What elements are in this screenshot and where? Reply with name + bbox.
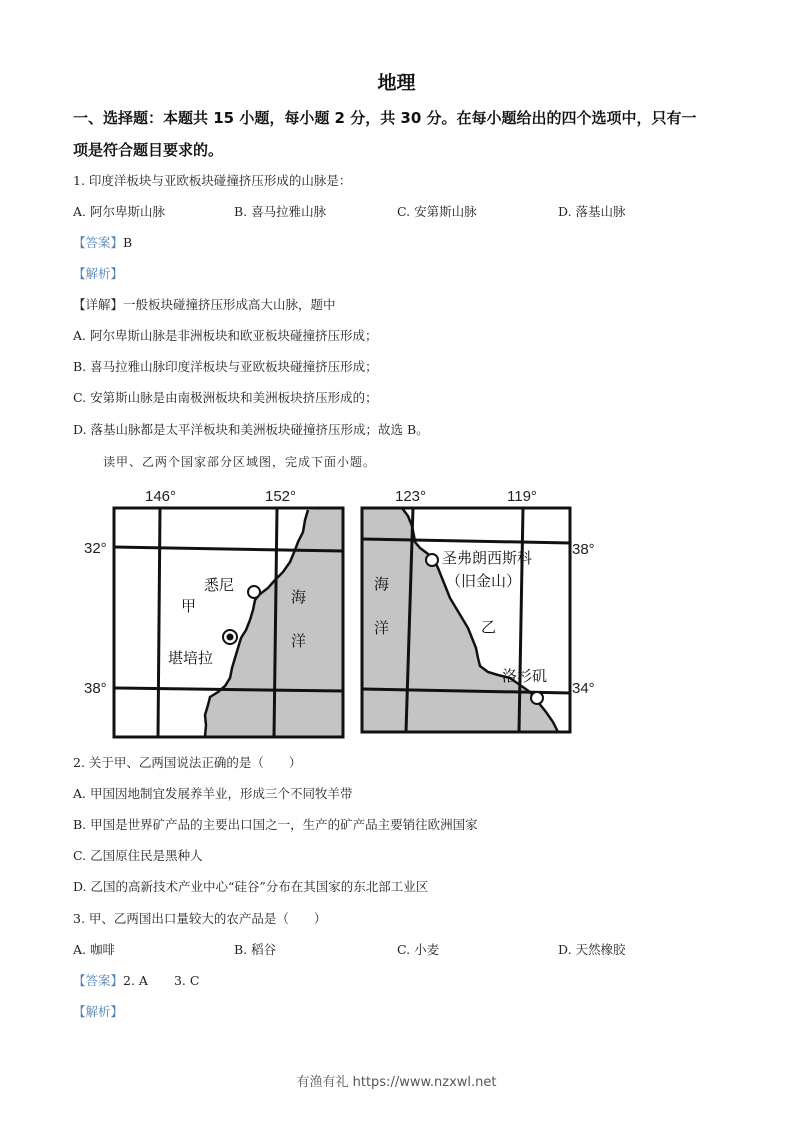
q1-option-d: D. 落基山脉 bbox=[558, 204, 626, 219]
q1-option-c: C. 安第斯山脉 bbox=[397, 204, 477, 219]
section-heading-line-1: 一、选择题：本题共 15 小题，每小题 2 分，共 30 分。在每小题给出的四个选项中，只有一 bbox=[73, 109, 697, 127]
section-heading-line-2: 项是符合题目要求的。 bbox=[73, 141, 224, 159]
q1-answer bbox=[73, 234, 132, 252]
lat-label-38: 38° bbox=[572, 541, 595, 558]
answer-tag: 【答案】 bbox=[73, 235, 124, 250]
q3-option-a: A. 咖啡 bbox=[73, 942, 115, 957]
answer-tag: 【答案】 bbox=[73, 973, 124, 988]
question-2-stem: 2. 关于甲、乙两国说法正确的是（ ） bbox=[73, 755, 302, 770]
q23-analysis-tag: 【解析】 bbox=[73, 1004, 124, 1019]
q3-option-c: C. 小麦 bbox=[397, 942, 440, 957]
q2-option-a: A. 甲国因地制宜发展养羊业，形成三个不同牧羊带 bbox=[73, 786, 353, 801]
q1-option-b: B. 喜马拉雅山脉 bbox=[234, 204, 327, 219]
q1-option-a: A. 阿尔卑斯山脉 bbox=[73, 204, 165, 219]
answer-3-value: 3. C bbox=[173, 973, 200, 988]
country-yi-label: 乙 bbox=[481, 618, 497, 636]
q1-detail-b: B. 喜马拉雅山脉印度洋板块与亚欧板块碰撞挤压形成； bbox=[73, 359, 378, 374]
city-san-francisco-alt-label: （旧金山） bbox=[446, 572, 522, 590]
ocean-label-hai: 海 bbox=[291, 588, 307, 606]
lat-label-32: 32° bbox=[84, 540, 107, 557]
map-jia bbox=[70, 480, 360, 745]
page-title: 地理 bbox=[377, 72, 416, 94]
lat-label-38: 38° bbox=[84, 680, 107, 697]
question-3-stem: 3. 甲、乙两国出口量较大的农产品是（ ） bbox=[73, 911, 327, 926]
ocean-label-hai: 海 bbox=[374, 575, 390, 593]
q2-option-d: D. 乙国的高新技术产业中心“硅谷”分布在其国家的东北部工业区 bbox=[73, 879, 429, 894]
country-jia-label: 甲 bbox=[181, 597, 197, 615]
q3-option-d: D. 天然橡胶 bbox=[558, 942, 626, 957]
map-jia-graphic bbox=[70, 480, 360, 745]
answer-value: B bbox=[123, 235, 133, 250]
question-1-stem: 1. 印度洋板块与亚欧板块碰撞挤压形成的山脉是： bbox=[73, 173, 352, 188]
lat-label-34: 34° bbox=[572, 680, 595, 697]
footer-watermark: 有渔有礼 https://www.nzxwl.net bbox=[296, 1075, 497, 1090]
q1-detail-d: D. 落基山脉都是太平洋板块和美洲板块碰撞挤压形成；故选 B。 bbox=[73, 422, 429, 437]
map-yi-graphic bbox=[350, 480, 620, 745]
q23-answer bbox=[73, 972, 199, 990]
q2-option-c: C. 乙国原住民是黑种人 bbox=[73, 848, 203, 863]
q3-option-b: B. 稻谷 bbox=[234, 942, 277, 957]
map-yi bbox=[350, 480, 620, 745]
lon-label-119: 119° bbox=[507, 488, 537, 505]
q2-option-b: B. 甲国是世界矿产品的主要出口国之一，生产的矿产品主要销往欧洲国家 bbox=[73, 817, 478, 832]
q1-detail-c: C. 安第斯山脉是由南极洲板块和美洲板块挤压形成的； bbox=[73, 390, 378, 405]
lon-label-152: 152° bbox=[265, 488, 297, 505]
reading-prompt: 读甲、乙两个国家部分区域图，完成下面小题。 bbox=[103, 455, 377, 469]
lon-label-146: 146° bbox=[145, 488, 177, 505]
city-los-angeles-label: 洛杉矶 bbox=[502, 667, 548, 685]
detail-tag: 【详解】 bbox=[73, 297, 124, 312]
ocean-label-yang: 洋 bbox=[374, 619, 390, 637]
answer-2-value: 2. A bbox=[123, 973, 148, 988]
city-sydney-label: 悉尼 bbox=[204, 576, 235, 594]
lon-label-123: 123° bbox=[395, 488, 427, 505]
q1-analysis-tag: 【解析】 bbox=[73, 266, 124, 281]
city-canberra-label: 堪培拉 bbox=[168, 649, 214, 667]
detail-intro-text: 一般板块碰撞挤压形成高大山脉，题中 bbox=[123, 297, 336, 312]
q1-detail-intro bbox=[73, 296, 336, 314]
city-san-francisco-label: 圣弗朗西斯科 bbox=[442, 549, 533, 567]
q1-detail-a: A. 阿尔卑斯山脉是非洲板块和欧亚板块碰撞挤压形成； bbox=[73, 328, 378, 343]
ocean-label-yang: 洋 bbox=[291, 632, 307, 650]
